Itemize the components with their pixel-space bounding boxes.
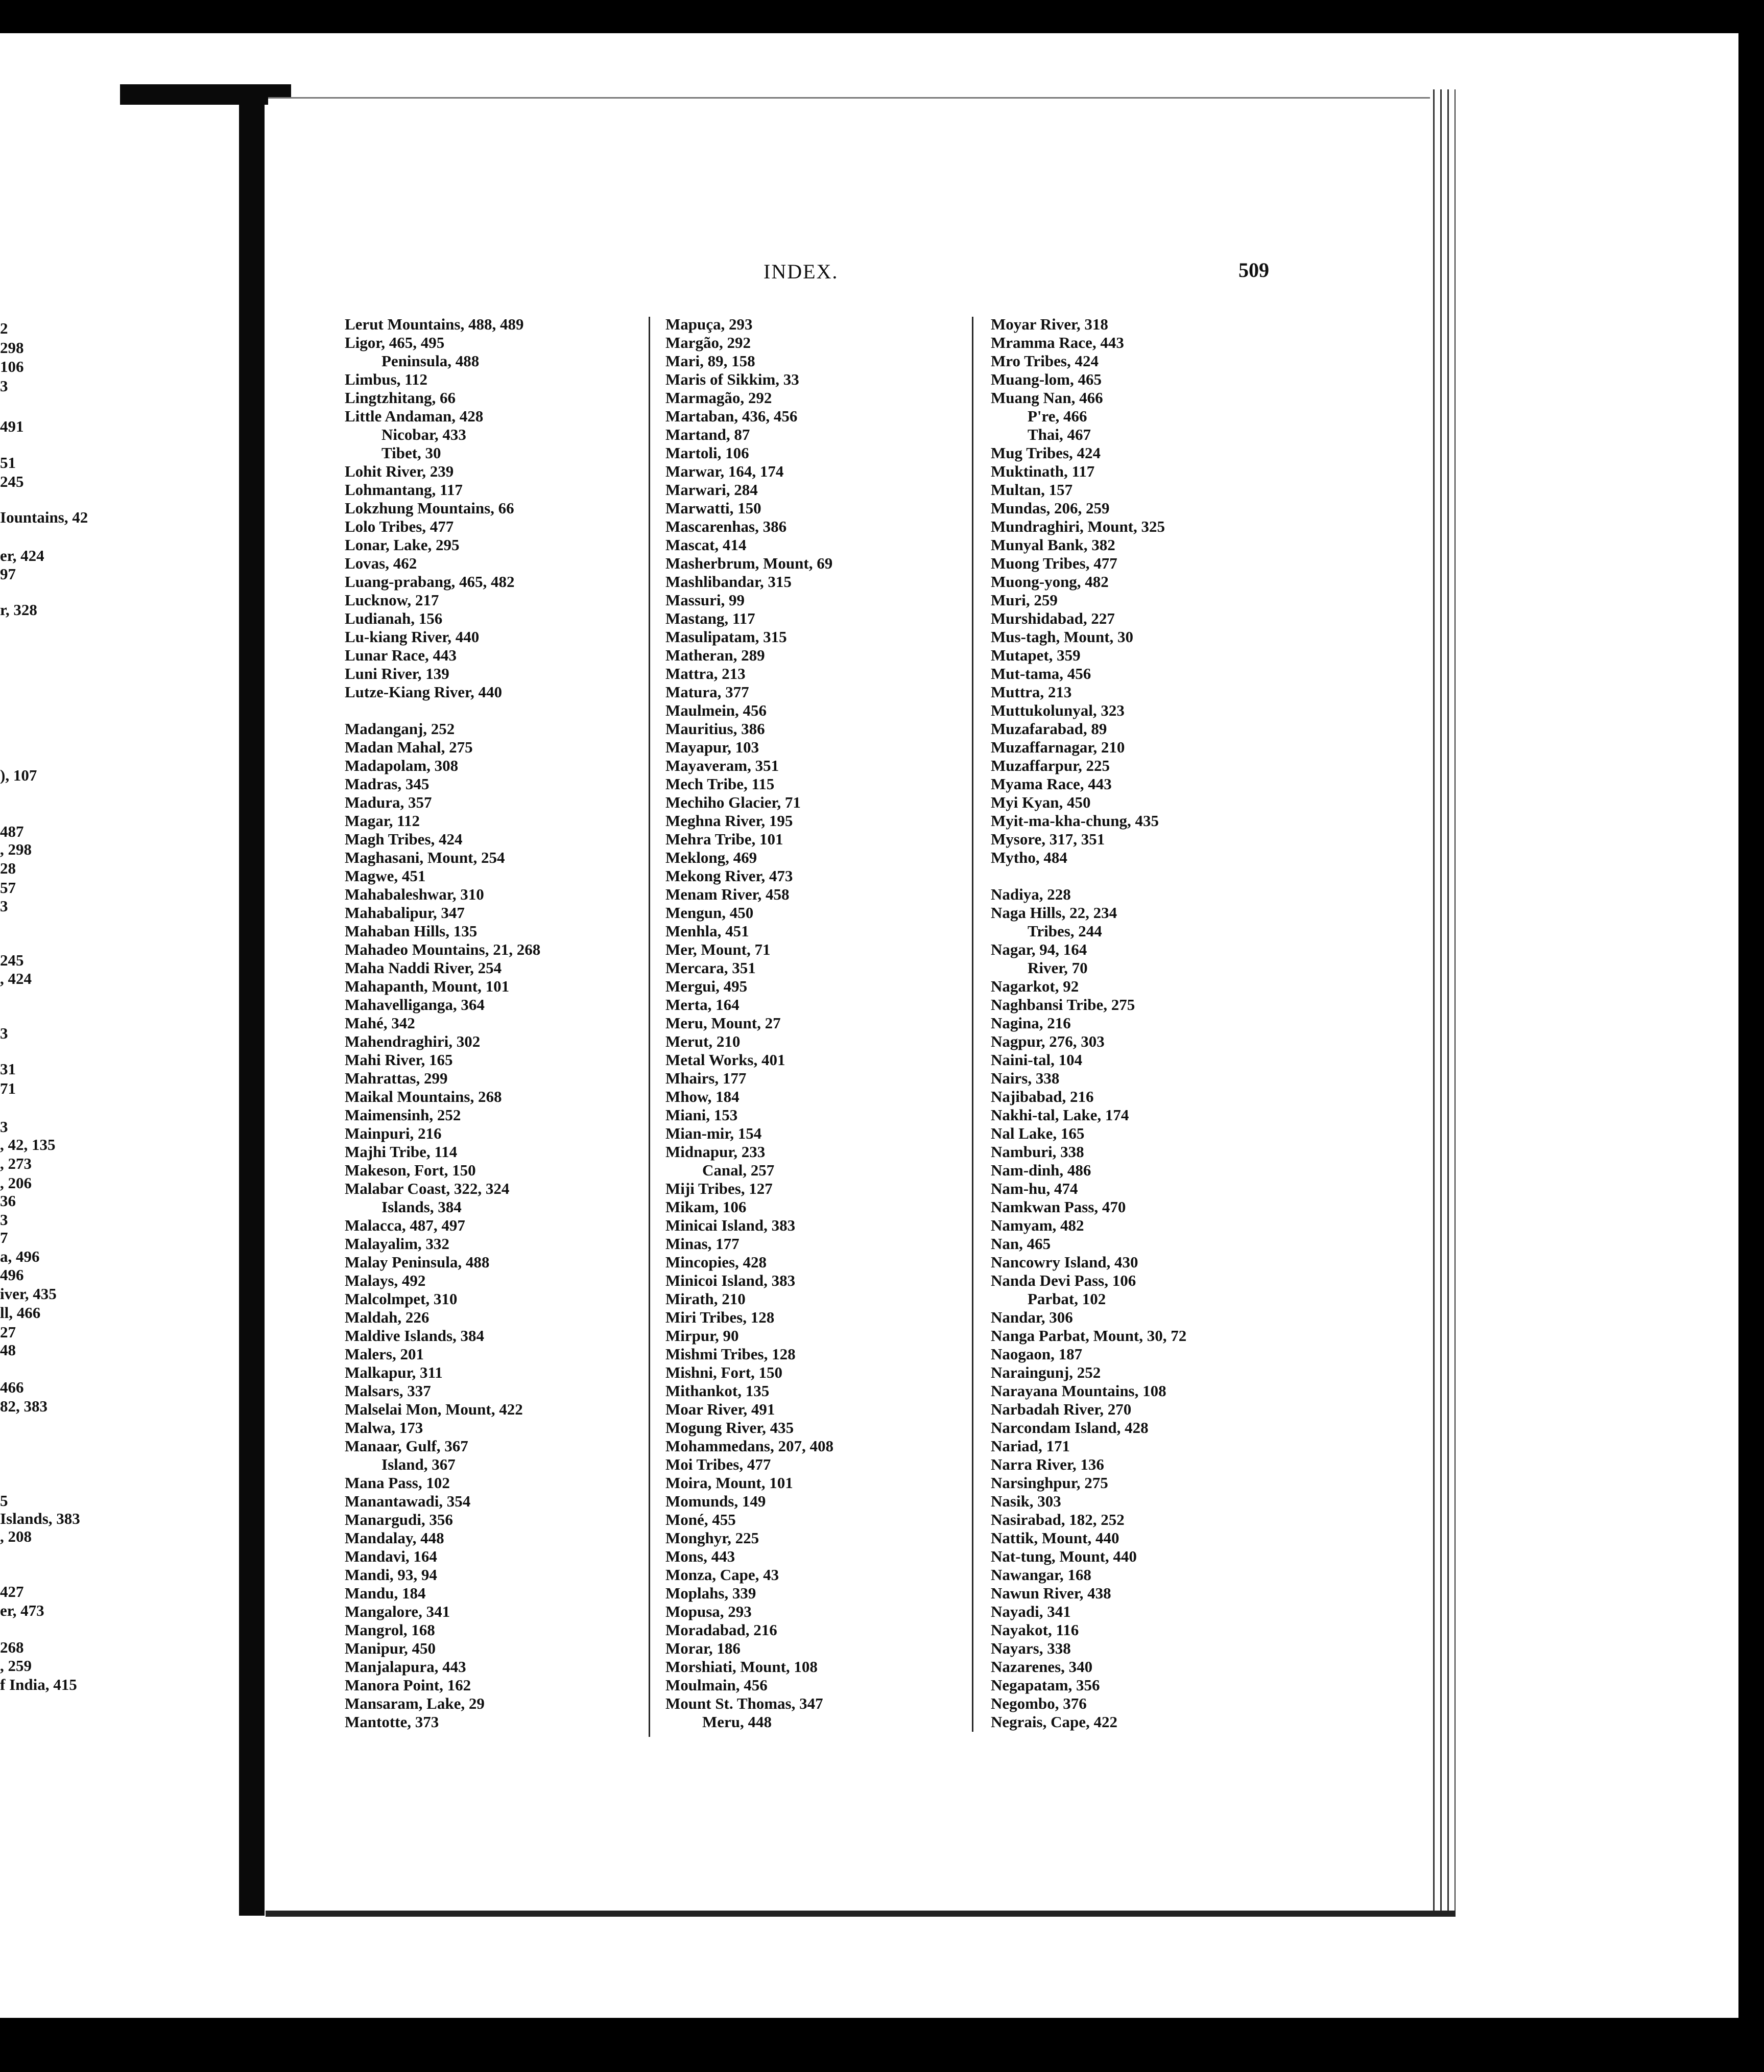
index-entry: Ludianah, 156 <box>345 609 443 627</box>
index-entry: Metal Works, 401 <box>665 1051 785 1069</box>
index-entry: Mian-mir, 154 <box>665 1124 762 1142</box>
index-entry: Martand, 87 <box>665 426 750 443</box>
left-page-line: 3 <box>0 897 8 915</box>
index-entry: Mari, 89, 158 <box>665 352 755 370</box>
index-entry: Nam-dinh, 486 <box>991 1161 1091 1179</box>
left-page-line: ), 107 <box>0 766 37 784</box>
index-entry: Miri Tribes, 128 <box>665 1308 775 1326</box>
index-entry: Nayakot, 116 <box>991 1621 1079 1639</box>
left-page-line: 71 <box>0 1079 16 1097</box>
index-entry: Narbadah River, 270 <box>991 1400 1132 1418</box>
index-entry: Miani, 153 <box>665 1106 738 1124</box>
index-entry: Ligor, 465, 495 <box>345 334 445 351</box>
index-entry: Momunds, 149 <box>665 1492 766 1510</box>
index-entry: Madanganj, 252 <box>345 720 455 738</box>
index-entry: Lunar Race, 443 <box>345 646 457 664</box>
index-entry: Moar River, 491 <box>665 1400 775 1418</box>
index-entry: Narsinghpur, 275 <box>991 1474 1108 1492</box>
index-entry: Mantotte, 373 <box>345 1713 439 1731</box>
index-entry: Najibabad, 216 <box>991 1088 1094 1105</box>
index-entry: Mauritius, 386 <box>665 720 765 738</box>
left-page-line: 5 <box>0 1492 8 1510</box>
index-entry: Negombo, 376 <box>991 1694 1087 1712</box>
index-entry: Mikam, 106 <box>665 1198 747 1216</box>
index-entry: Lonar, Lake, 295 <box>345 536 460 554</box>
left-page-line: a, 496 <box>0 1247 40 1265</box>
index-entry: Moyar River, 318 <box>991 315 1108 333</box>
index-entry: Mattra, 213 <box>665 665 746 682</box>
index-entry: Nam-hu, 474 <box>991 1180 1078 1197</box>
index-entry: Negrais, Cape, 422 <box>991 1713 1117 1731</box>
index-entry: Lolo Tribes, 477 <box>345 517 454 535</box>
page-edge <box>1430 89 1456 1913</box>
index-entry: Miji Tribes, 127 <box>665 1180 773 1197</box>
left-page-line: 427 <box>0 1583 24 1600</box>
index-entry: Moira, Mount, 101 <box>665 1474 793 1492</box>
index-entry: Maldive Islands, 384 <box>345 1327 485 1345</box>
left-page-line: 466 <box>0 1378 24 1396</box>
left-page-line: , 298 <box>0 840 32 858</box>
index-entry: Mahapanth, Mount, 101 <box>345 977 510 995</box>
page-title: INDEX. <box>764 260 839 283</box>
index-entry: Malers, 201 <box>345 1345 424 1363</box>
index-entry: Muktinath, 117 <box>991 462 1095 480</box>
left-page-line: 27 <box>0 1323 16 1341</box>
index-entry: Mashlibandar, 315 <box>665 573 792 591</box>
index-entry: Nanda Devi Pass, 106 <box>991 1272 1136 1289</box>
index-entry: Mysore, 317, 351 <box>991 830 1105 848</box>
index-entry: Namburi, 338 <box>991 1143 1084 1161</box>
index-entry: Maikal Mountains, 268 <box>345 1088 502 1105</box>
index-entry: Mut-tama, 456 <box>991 665 1091 682</box>
index-entry: Myama Race, 443 <box>991 775 1112 793</box>
left-page-line: 7 <box>0 1229 8 1246</box>
index-entry: Makeson, Fort, 150 <box>345 1161 476 1179</box>
left-page-line: 3 <box>0 1118 8 1136</box>
index-entry: Lovas, 462 <box>345 554 417 572</box>
index-entry: Nagina, 216 <box>991 1014 1071 1032</box>
index-entry: Malacca, 487, 497 <box>345 1216 465 1234</box>
left-page-line: , 273 <box>0 1155 32 1172</box>
index-entry: Nattik, Mount, 440 <box>991 1529 1119 1547</box>
left-page-line: 28 <box>0 859 16 877</box>
column-rule <box>649 317 650 1737</box>
index-entry: Madras, 345 <box>345 775 430 793</box>
index-entry: Moradabad, 216 <box>665 1621 777 1639</box>
index-entry: Island, 367 <box>382 1455 456 1473</box>
left-page-line: Iountains, 42 <box>0 508 88 526</box>
left-page-line: 3 <box>0 377 8 395</box>
page-bottom-shadow <box>266 1911 1456 1917</box>
left-page-line: 48 <box>0 1341 16 1359</box>
index-entry: Minicoi Island, 383 <box>665 1272 796 1289</box>
index-entry: Magh Tribes, 424 <box>345 830 463 848</box>
binding-clip <box>120 84 291 105</box>
index-entry: Mastang, 117 <box>665 609 755 627</box>
index-entry: Muzafarabad, 89 <box>991 720 1107 738</box>
index-entry: Mer, Mount, 71 <box>665 940 771 958</box>
left-page-line: , 259 <box>0 1657 32 1675</box>
index-entry: Nasirabad, 182, 252 <box>991 1511 1125 1528</box>
index-entry: Nawangar, 168 <box>991 1566 1091 1584</box>
index-entry: Manipur, 450 <box>345 1639 436 1657</box>
index-entry: Mithankot, 135 <box>665 1382 770 1400</box>
index-entry: Mandavi, 164 <box>345 1547 437 1565</box>
left-page-line: 106 <box>0 358 24 375</box>
index-entry: Midnapur, 233 <box>665 1143 766 1161</box>
index-entry: Manargudi, 356 <box>345 1511 453 1528</box>
index-entry: Moi Tribes, 477 <box>665 1455 771 1473</box>
left-page-line: , 208 <box>0 1527 32 1545</box>
index-entry: Maha Naddi River, 254 <box>345 959 502 977</box>
left-page-line: 491 <box>0 417 24 435</box>
left-page-line: er, 473 <box>0 1602 44 1619</box>
index-entry: Lutze-Kiang River, 440 <box>345 683 502 701</box>
index-entry: Mekong River, 473 <box>665 867 793 885</box>
index-entry: Margão, 292 <box>665 334 751 351</box>
index-entry: Mahrattas, 299 <box>345 1069 448 1087</box>
index-entry: Mahavelliganga, 364 <box>345 996 485 1014</box>
index-entry: Muang Nan, 466 <box>991 389 1103 407</box>
index-entry: River, 70 <box>1028 959 1088 977</box>
index-entry: Meru, 448 <box>702 1713 772 1731</box>
index-entry: Nazarenes, 340 <box>991 1658 1093 1676</box>
index-entry: Nayars, 338 <box>991 1639 1071 1657</box>
index-entry: Mishmi Tribes, 128 <box>665 1345 796 1363</box>
index-entry: Mytho, 484 <box>991 849 1067 866</box>
index-entry: Mro Tribes, 424 <box>991 352 1099 370</box>
left-page-line: 3 <box>0 1211 8 1229</box>
index-entry: Morar, 186 <box>665 1639 741 1657</box>
index-entry: Menhla, 451 <box>665 922 749 940</box>
index-entry: P're, 466 <box>1028 407 1087 425</box>
index-entry: Narra River, 136 <box>991 1455 1104 1473</box>
index-entry: Mutapet, 359 <box>991 646 1081 664</box>
index-column-1 <box>345 315 540 1731</box>
index-entry: Mapuça, 293 <box>665 315 753 333</box>
index-entry: Mahabaleshwar, 310 <box>345 885 484 903</box>
index-entry: Namyam, 482 <box>991 1216 1084 1234</box>
index-entry: Mehra Tribe, 101 <box>665 830 783 848</box>
index-entry: Mundraghiri, Mount, 325 <box>991 517 1165 535</box>
index-entry: Merut, 210 <box>665 1032 741 1050</box>
index-entry: Nagar, 94, 164 <box>991 940 1087 958</box>
left-page-fragment <box>0 102 243 1913</box>
left-page-line: 2 <box>0 319 8 337</box>
index-entry: Mangalore, 341 <box>345 1603 450 1620</box>
index-entry: Mengun, 450 <box>665 904 754 922</box>
index-entry: Masulipatam, 315 <box>665 628 787 646</box>
index-entry: Mainpuri, 216 <box>345 1124 442 1142</box>
index-entry: Marwatti, 150 <box>665 499 761 517</box>
index-entry: Tribes, 244 <box>1028 922 1102 940</box>
index-entry: Marmagão, 292 <box>665 389 772 407</box>
index-entry: Mergui, 495 <box>665 977 748 995</box>
index-entry: Maulmein, 456 <box>665 701 767 719</box>
index-entry: Nakhi-tal, Lake, 174 <box>991 1106 1129 1124</box>
left-page-line: 36 <box>0 1192 16 1210</box>
index-entry: Muttukolunyal, 323 <box>991 701 1125 719</box>
index-entry: Parbat, 102 <box>1028 1290 1106 1308</box>
left-page-line: 298 <box>0 339 24 357</box>
index-entry: Maghasani, Mount, 254 <box>345 849 505 866</box>
index-entry: Mandu, 184 <box>345 1584 426 1602</box>
index-entry: Lucknow, 217 <box>345 591 439 609</box>
index-entry: Martaban, 436, 456 <box>665 407 798 425</box>
index-entry: Mechiho Glacier, 71 <box>665 793 801 811</box>
index-entry: Mahé, 342 <box>345 1014 415 1032</box>
index-entry: Mascarenhas, 386 <box>665 517 787 535</box>
index-entry: Mopusa, 293 <box>665 1603 752 1620</box>
index-entry: Mahaban Hills, 135 <box>345 922 478 940</box>
index-entry: Mons, 443 <box>665 1547 735 1565</box>
left-page-line: 268 <box>0 1638 24 1656</box>
index-entry: Nicobar, 433 <box>382 426 466 443</box>
index-entry: Mandi, 93, 94 <box>345 1566 437 1584</box>
index-entry: Moulmain, 456 <box>665 1676 768 1694</box>
index-entry: Naogaon, 187 <box>991 1345 1083 1363</box>
index-entry: Nat-tung, Mount, 440 <box>991 1547 1137 1565</box>
index-entry: Naghbansi Tribe, 275 <box>991 996 1135 1014</box>
index-entry: Mirath, 210 <box>665 1290 746 1308</box>
index-entry: Mogung River, 435 <box>665 1419 794 1437</box>
index-entry: Nariad, 171 <box>991 1437 1070 1455</box>
index-entry: Mount St. Thomas, 347 <box>665 1694 823 1712</box>
index-entry: Muong-yong, 482 <box>991 573 1109 591</box>
index-entry: Lohit River, 239 <box>345 462 454 480</box>
index-entry: Lingtzhitang, 66 <box>345 389 456 407</box>
page-number: 509 <box>1238 258 1269 281</box>
left-page-line: 487 <box>0 822 24 840</box>
index-entry: Marwar, 164, 174 <box>665 462 784 480</box>
index-entry: Naraingunj, 252 <box>991 1363 1101 1381</box>
index-entry: Malselai Mon, Mount, 422 <box>345 1400 523 1418</box>
left-page-line: Islands, 383 <box>0 1510 80 1527</box>
index-entry: Nagarkot, 92 <box>991 977 1079 995</box>
index-entry: Mangrol, 168 <box>345 1621 435 1639</box>
index-entry: Matheran, 289 <box>665 646 765 664</box>
index-entry: Myi Kyan, 450 <box>991 793 1091 811</box>
index-entry: Malabar Coast, 322, 324 <box>345 1180 510 1197</box>
index-entry: Manora Point, 162 <box>345 1676 471 1694</box>
index-entry: Maldah, 226 <box>345 1308 430 1326</box>
index-entry: Mascat, 414 <box>665 536 747 554</box>
index-entry: Malkapur, 311 <box>345 1363 443 1381</box>
index-entry: Matura, 377 <box>665 683 749 701</box>
left-page-line: 245 <box>0 951 24 969</box>
index-entry: Mahi River, 165 <box>345 1051 453 1069</box>
index-entry: Nancowry Island, 430 <box>991 1253 1138 1271</box>
index-entry: Massuri, 99 <box>665 591 745 609</box>
index-entry: Malayalim, 332 <box>345 1235 449 1253</box>
index-entry: Mirpur, 90 <box>665 1327 739 1345</box>
index-entry: Nasik, 303 <box>991 1492 1061 1510</box>
index-column-2 <box>665 315 833 1731</box>
index-entry: Nan, 465 <box>991 1235 1051 1253</box>
index-entry: Meklong, 469 <box>665 849 757 866</box>
index-entry: Mahabalipur, 347 <box>345 904 465 922</box>
index-entry: Magar, 112 <box>345 812 420 830</box>
index-entry: Monghyr, 225 <box>665 1529 759 1547</box>
index-entry: Thai, 467 <box>1028 426 1091 443</box>
index-entry: Lokzhung Mountains, 66 <box>345 499 514 517</box>
index-entry: Malays, 492 <box>345 1272 426 1289</box>
index-entry: Masherbrum, Mount, 69 <box>665 554 833 572</box>
index-entry: Majhi Tribe, 114 <box>345 1143 458 1161</box>
index-entry: Muzaffarpur, 225 <box>991 757 1110 774</box>
index-entry: Nanga Parbat, Mount, 30, 72 <box>991 1327 1187 1345</box>
index-entry: Lerut Mountains, 488, 489 <box>345 315 524 333</box>
index-entry: Magwe, 451 <box>345 867 426 885</box>
index-entry: Islands, 384 <box>382 1198 462 1216</box>
left-page-line: r, 328 <box>0 601 37 619</box>
index-entry: Mahendraghiri, 302 <box>345 1032 481 1050</box>
left-page-line: ll, 466 <box>0 1304 41 1322</box>
index-entry: Madapolam, 308 <box>345 757 459 774</box>
left-page-line: 245 <box>0 473 24 490</box>
index-entry: Luang-prabang, 465, 482 <box>345 573 515 591</box>
index-entry: Minas, 177 <box>665 1235 740 1253</box>
index-entry: Menam River, 458 <box>665 885 790 903</box>
index-entry: Minicai Island, 383 <box>665 1216 796 1234</box>
index-entry: Lohmantang, 117 <box>345 481 463 499</box>
index-entry: Muri, 259 <box>991 591 1058 609</box>
index-entry: Mandalay, 448 <box>345 1529 444 1547</box>
index-entry: Madan Mahal, 275 <box>345 738 473 756</box>
index-entry: Murshidabad, 227 <box>991 609 1115 627</box>
index-entry: Moné, 455 <box>665 1511 736 1528</box>
index-entry: Little Andaman, 428 <box>345 407 484 425</box>
index-entry: Munyal Bank, 382 <box>991 536 1115 554</box>
index-entry: Mayapur, 103 <box>665 738 759 756</box>
index-entry: Morshiati, Mount, 108 <box>665 1658 818 1676</box>
index-entry: Nadiya, 228 <box>991 885 1071 903</box>
left-page-line: , 206 <box>0 1174 32 1192</box>
index-entry: Manaar, Gulf, 367 <box>345 1437 468 1455</box>
book-spine <box>239 105 265 1916</box>
index-entry: Nal Lake, 165 <box>991 1124 1085 1142</box>
index-entry: Nairs, 338 <box>991 1069 1060 1087</box>
index-entry: Nandar, 306 <box>991 1308 1073 1326</box>
index-entry: Nagpur, 276, 303 <box>991 1032 1105 1050</box>
left-page-line: , 42, 135 <box>0 1136 56 1153</box>
index-entry: Multan, 157 <box>991 481 1073 499</box>
index-entry: Malsars, 337 <box>345 1382 431 1400</box>
left-page-line: 97 <box>0 565 16 583</box>
index-entry: Martoli, 106 <box>665 444 749 462</box>
index-entry: Naini-tal, 104 <box>991 1051 1083 1069</box>
index-entry: Manjalapura, 443 <box>345 1658 466 1676</box>
index-entry: Mahadeo Mountains, 21, 268 <box>345 940 541 958</box>
left-page-line: er, 424 <box>0 547 44 564</box>
index-entry: Namkwan Pass, 470 <box>991 1198 1126 1216</box>
index-entry: Mansaram, Lake, 29 <box>345 1694 485 1712</box>
index-entry: Malcolmpet, 310 <box>345 1290 458 1308</box>
index-entry: Mhow, 184 <box>665 1088 740 1105</box>
index-entry: Muong Tribes, 477 <box>991 554 1117 572</box>
left-page-line: 496 <box>0 1266 24 1284</box>
left-page-line: 57 <box>0 879 16 897</box>
index-entry: Narcondam Island, 428 <box>991 1419 1149 1437</box>
index-entry: Mundas, 206, 259 <box>991 499 1110 517</box>
index-entry: Monza, Cape, 43 <box>665 1566 779 1584</box>
index-entry: Maimensinh, 252 <box>345 1106 461 1124</box>
index-entry: Mhairs, 177 <box>665 1069 747 1087</box>
index-column-3 <box>991 315 1186 1731</box>
index-entry: Peninsula, 488 <box>382 352 480 370</box>
index-entry: Marwari, 284 <box>665 481 758 499</box>
index-entry: Malwa, 173 <box>345 1419 423 1437</box>
index-entry: Meru, Mount, 27 <box>665 1014 781 1032</box>
index-entry: Mug Tribes, 424 <box>991 444 1101 462</box>
index-entry: Maris of Sikkim, 33 <box>665 370 799 388</box>
index-entry: Luni River, 139 <box>345 665 449 682</box>
index-entry: Mincopies, 428 <box>665 1253 767 1271</box>
index-entry: Muzaffarnagar, 210 <box>991 738 1125 756</box>
left-page-line: 31 <box>0 1060 16 1078</box>
index-entry: Myit-ma-kha-chung, 435 <box>991 812 1159 830</box>
index-entry: Mus-tagh, Mount, 30 <box>991 628 1134 646</box>
index-entry: Negapatam, 356 <box>991 1676 1100 1694</box>
index-entry: Tibet, 30 <box>382 444 441 462</box>
index-entry: Malay Peninsula, 488 <box>345 1253 490 1271</box>
left-page-line: 3 <box>0 1024 8 1042</box>
column-rule <box>972 317 973 1732</box>
index-entry: Muang-lom, 465 <box>991 370 1102 388</box>
index-entry: Mramma Race, 443 <box>991 334 1124 351</box>
index-entry: Mana Pass, 102 <box>345 1474 450 1492</box>
left-page-line: 82, 383 <box>0 1397 47 1415</box>
index-entry: Madura, 357 <box>345 793 432 811</box>
index-entry: Nayadi, 341 <box>991 1603 1071 1620</box>
index-entry: Manantawadi, 354 <box>345 1492 471 1510</box>
index-entry: Limbus, 112 <box>345 370 427 388</box>
index-entry: Mohammedans, 207, 408 <box>665 1437 833 1455</box>
index-entry: Mercara, 351 <box>665 959 756 977</box>
index-entry: Muttra, 213 <box>991 683 1072 701</box>
left-page-line: , 424 <box>0 970 32 987</box>
index-entry: Lu-kiang River, 440 <box>345 628 480 646</box>
left-page-line: 51 <box>0 454 16 472</box>
index-entry: Mishni, Fort, 150 <box>665 1363 783 1381</box>
index-entry: Meghna River, 195 <box>665 812 793 830</box>
index-entry: Moplahs, 339 <box>665 1584 756 1602</box>
index-entry: Naga Hills, 22, 234 <box>991 904 1117 922</box>
index-entry: Mech Tribe, 115 <box>665 775 775 793</box>
index-entry: Merta, 164 <box>665 996 740 1014</box>
index-entry: Narayana Mountains, 108 <box>991 1382 1166 1400</box>
index-entry: Mayaveram, 351 <box>665 757 779 774</box>
index-entry: Canal, 257 <box>702 1161 775 1179</box>
index-entry: Nawun River, 438 <box>991 1584 1111 1602</box>
left-page-line: f India, 415 <box>0 1676 77 1693</box>
left-page-line: iver, 435 <box>0 1285 57 1303</box>
